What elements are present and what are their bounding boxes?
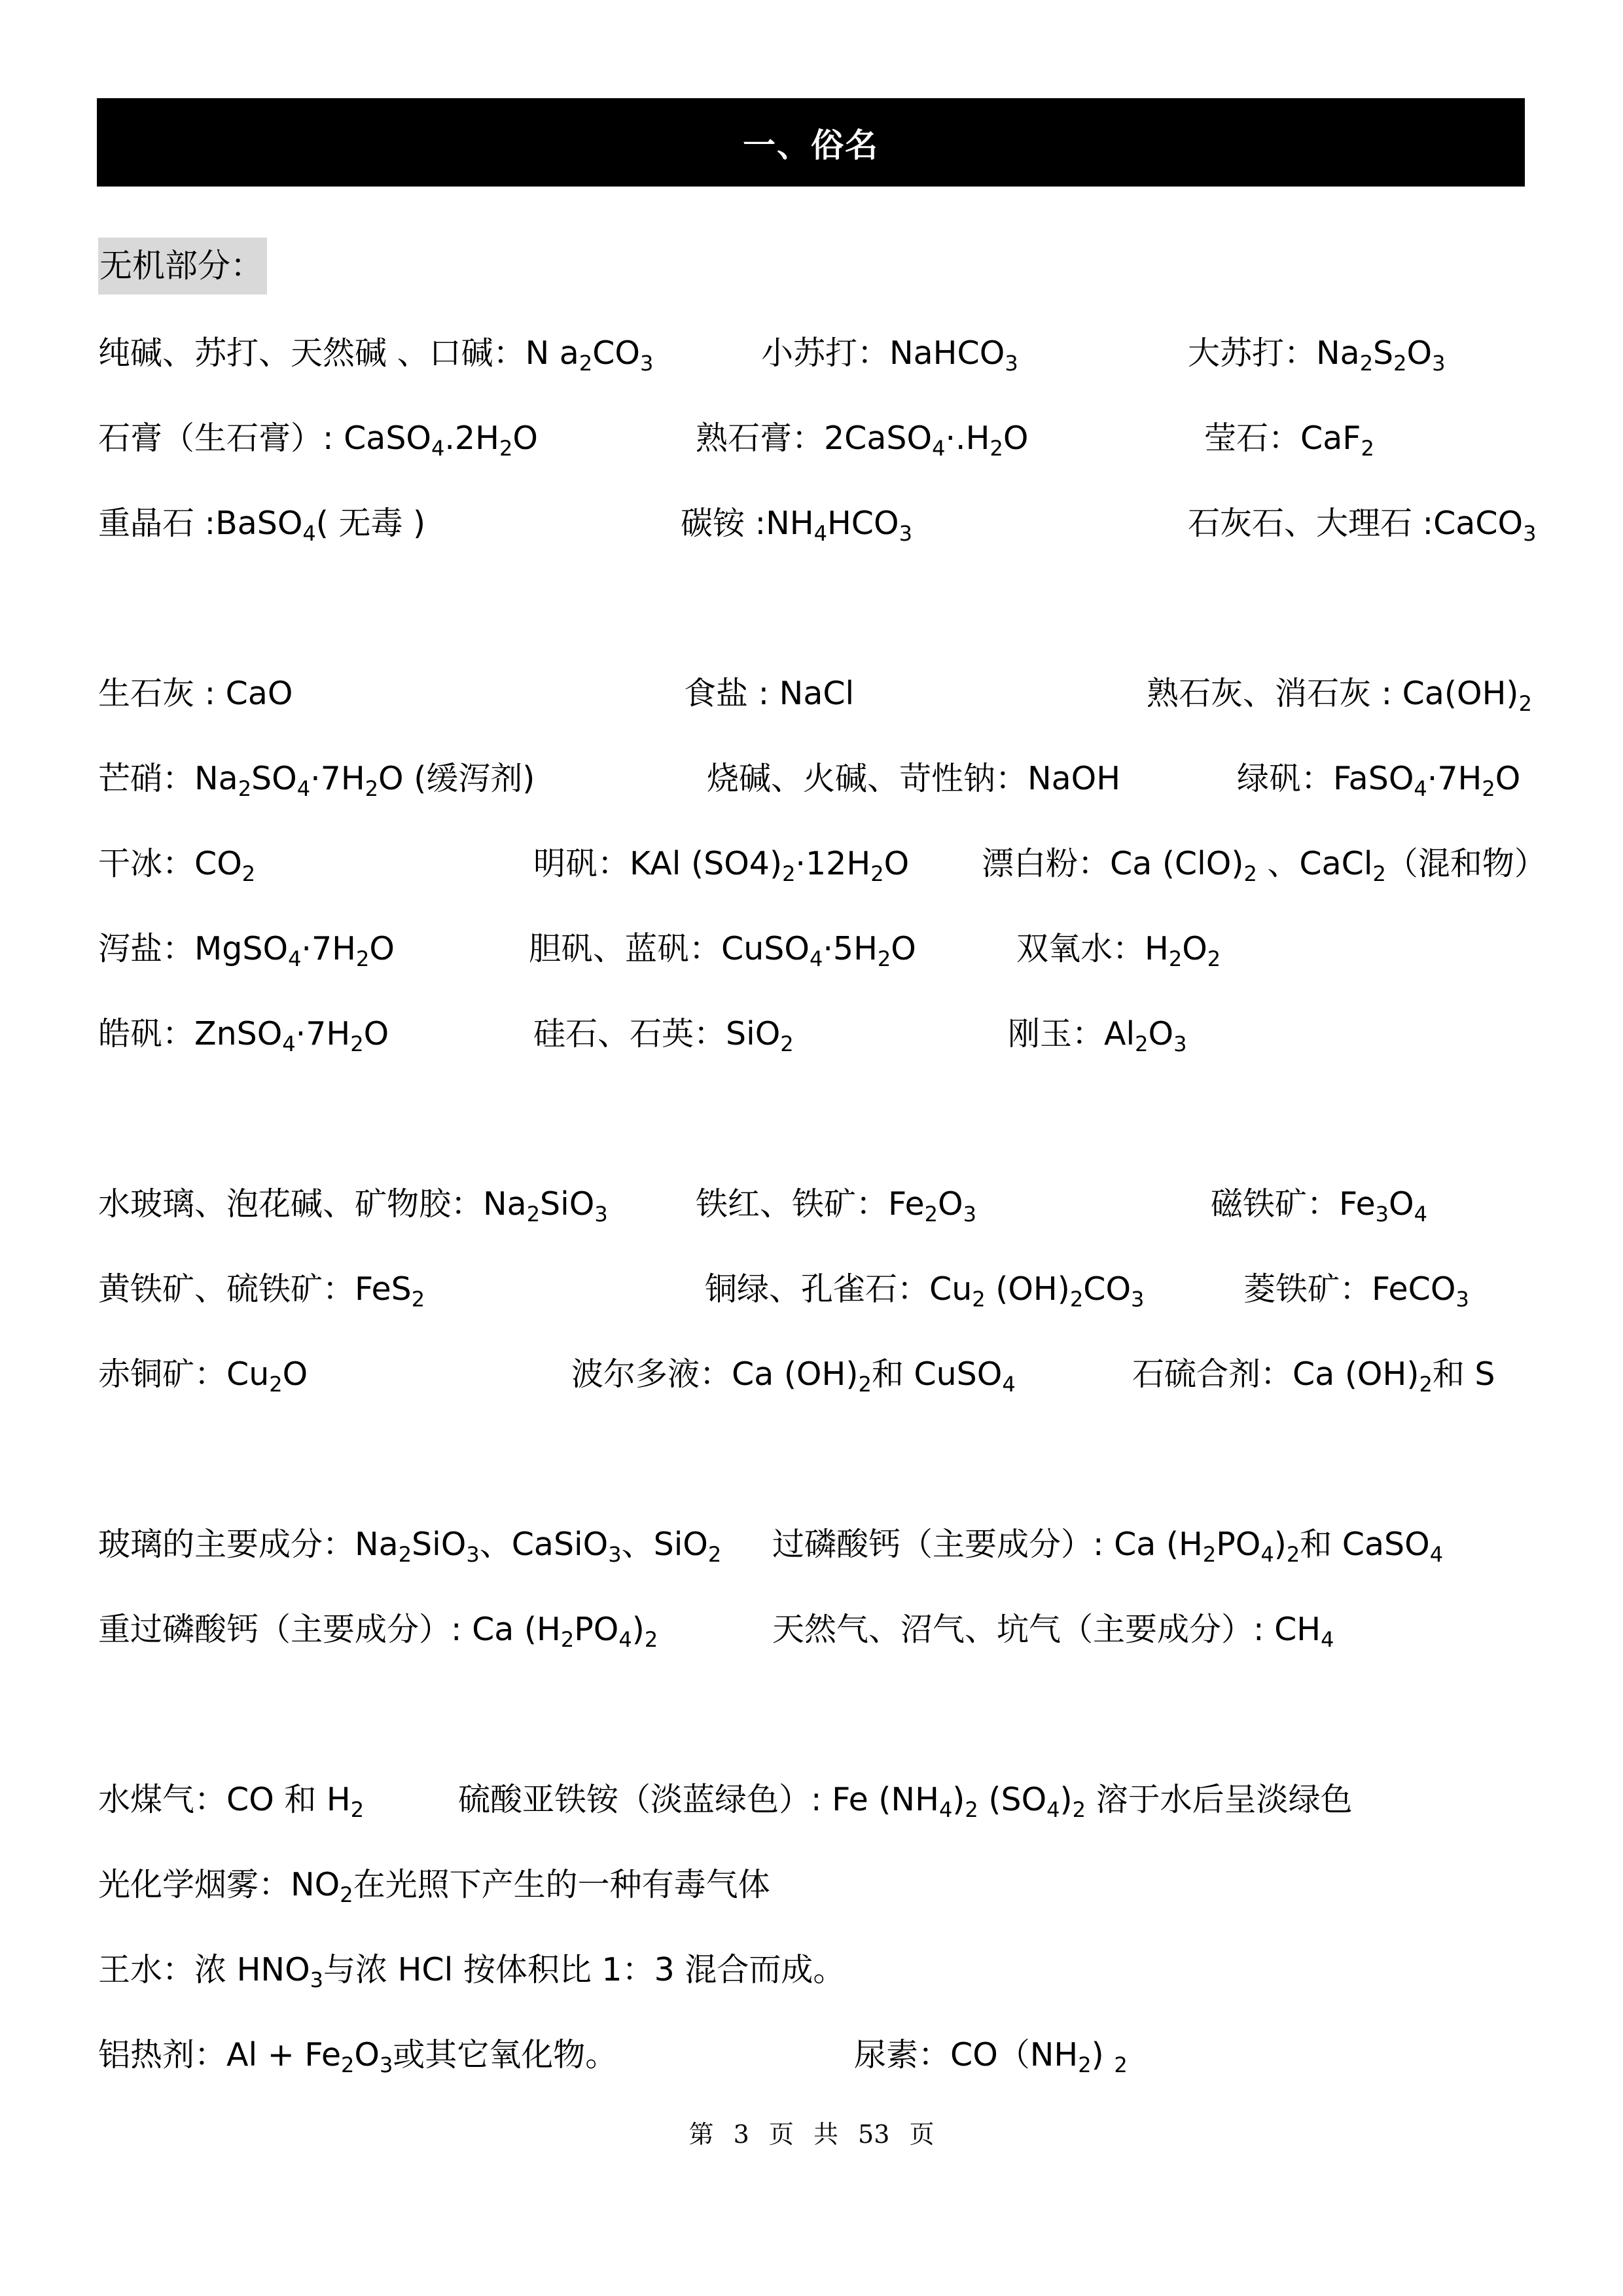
chemical-entry: 干冰：$CO_2$ xyxy=(98,845,256,886)
chemical-entry: 王水：浓 $HNO_3$与浓 HCl 按体积比 1：3 混合而成。 xyxy=(98,1951,846,1992)
chemical-entry: 石硫合剂：Ca $(OH)_2$和 S xyxy=(1132,1355,1495,1397)
chemical-entry: 刚玉：$Al_2O_3$ xyxy=(1008,1015,1187,1056)
chemical-entry: 石膏（生石膏）: $CaSO_4.2H_2O$ xyxy=(98,420,538,461)
chemical-entry: 铁红、铁矿：$Fe_2O_3$ xyxy=(696,1185,976,1227)
chemical-entry: 铜绿、孔雀石：$Cu_2$ $(OH)_2CO_3$ xyxy=(705,1270,1145,1312)
entry-row xyxy=(0,1859,1623,1911)
entry-row xyxy=(0,1774,1623,1826)
chemical-entry: 黄铁矿、硫铁矿：FeS$_2$ xyxy=(98,1270,425,1312)
chemical-entry: 水玻璃、泡花碱、矿物胶：$Na_2SiO_3$ xyxy=(98,1185,608,1227)
entry-row xyxy=(0,753,1623,805)
chemical-entry: 双氧水：$H_2O_2$ xyxy=(1016,930,1221,971)
chemical-entry: 烧碱、火碱、苛性钠：NaOH xyxy=(707,760,1121,797)
chemical-entry: 小苏打：NaHCO$_3$ xyxy=(761,334,1018,376)
chemical-entry: 波尔多液：Ca $(OH)_2$和 CuSO$_4$ xyxy=(571,1355,1016,1397)
chemical-entry: 绿矾：$FaSO_4\cdot 7H_2O$ xyxy=(1237,760,1521,801)
chemical-entry: 生石灰 : CaO xyxy=(98,675,293,712)
chemical-entry: 纯碱、苏打、天然碱 、口碱：N $a_2CO_3$ xyxy=(98,334,654,376)
entry-row xyxy=(0,1604,1623,1656)
chemical-entry: 光化学烟雾：$NO_2$在光照下产生的一种有毒气体 xyxy=(98,1866,770,1907)
entry-row xyxy=(0,1518,1623,1571)
chemical-entry: 磁铁矿：$Fe_3O_4$ xyxy=(1211,1185,1427,1227)
chemical-entry: 天然气、沼气、坑气（主要成分）: $CH_4$ xyxy=(772,1611,1334,1652)
section-title: 一、俗名 xyxy=(743,126,879,164)
chemical-entry: 菱铁矿：FeCO$_3$ xyxy=(1243,1270,1469,1312)
page-footer: 第 3 页 共 53 页 xyxy=(688,2120,935,2149)
chemical-entry: 芒硝：$Na_2SO_4\cdot 7H_2O$ (缓泻剂) xyxy=(98,760,535,801)
chemical-entry: 碳铵 $:NH_4HCO_3$ xyxy=(681,505,912,546)
chemical-entry: 铝热剂：$Al + Fe_2O_3$或其它氧化物。 xyxy=(98,2036,618,2077)
chemical-entry: 过磷酸钙（主要成分）: Ca $(H_2PO_4)_2$和 CaSO$_4$ xyxy=(772,1526,1444,1567)
chemical-entry: 胆矾、蓝矾：$CuSO_4\cdot 5H_2O$ xyxy=(529,930,916,971)
entry-row xyxy=(0,497,1623,550)
chemical-entry: 尿素：$CO(NH_2)$ $_2$ xyxy=(854,2036,1128,2077)
chemical-entry: 赤铜矿：$Cu_2O$ xyxy=(98,1355,308,1397)
chemical-entry: 硅石、石英：SiO$_2$ xyxy=(533,1015,794,1056)
entry-row xyxy=(0,412,1623,465)
chemical-entry: 皓矾：$ZnSO_4\cdot 7H_2O$ xyxy=(98,1015,389,1056)
chemical-entry: 熟石灰、消石灰 : $Ca(OH)_2$ xyxy=(1147,675,1532,716)
entry-row xyxy=(0,923,1623,975)
chemical-entry: 熟石膏：$2CaSO_4\cdot.H_2O$ xyxy=(696,420,1029,461)
chemical-entry: 重过磷酸钙（主要成分）: Ca $(H_2PO_4)_2$ xyxy=(98,1611,658,1652)
chemical-entry: 泻盐：$MgSO_4\cdot 7H_2O$ xyxy=(98,930,395,971)
chemical-entry: 漂白粉：Ca $(ClO)_2$ 、CaCl$_2$（混和物） xyxy=(982,845,1546,886)
chemical-entry: 食盐 : NaCl xyxy=(684,675,855,712)
chemical-entry: 重晶石 :BaSO$_4$( 无毒 ) xyxy=(98,505,426,546)
entry-row xyxy=(0,668,1623,720)
entry-row xyxy=(0,1178,1623,1230)
entry-row xyxy=(0,1348,1623,1401)
entry-row xyxy=(0,1944,1623,1996)
chemical-entry: 莹石：CaF$_2$ xyxy=(1204,420,1374,461)
entry-row xyxy=(0,1263,1623,1316)
chemical-entry: 水煤气：CO 和 $H_2$ xyxy=(98,1781,365,1822)
chemical-entry: 石灰石、大理石 :CaCO$_3$ xyxy=(1188,505,1537,546)
entry-row xyxy=(0,838,1623,890)
entry-row xyxy=(0,1008,1623,1060)
chemical-entry: 明矾：KAl $(SO4)_2\cdot 12H_2O$ xyxy=(533,845,910,886)
section-header-bar xyxy=(97,98,1525,187)
subsection-label-inorganic: 无机部分： xyxy=(98,238,267,295)
chemical-entry: 大苏打：$Na_2S_2O_3$ xyxy=(1188,334,1446,376)
chemical-entry: 硫酸亚铁铵（淡蓝绿色）: Fe $(NH_4)_2$ $(SO_4)_2$ 溶于水后呈淡绿色 xyxy=(458,1781,1353,1822)
entry-row xyxy=(0,327,1623,380)
chemical-entry: 玻璃的主要成分：$Na_2SiO_3$、CaSiO$_3$、SiO$_2$ xyxy=(98,1526,722,1567)
entry-row xyxy=(0,2029,1623,2081)
